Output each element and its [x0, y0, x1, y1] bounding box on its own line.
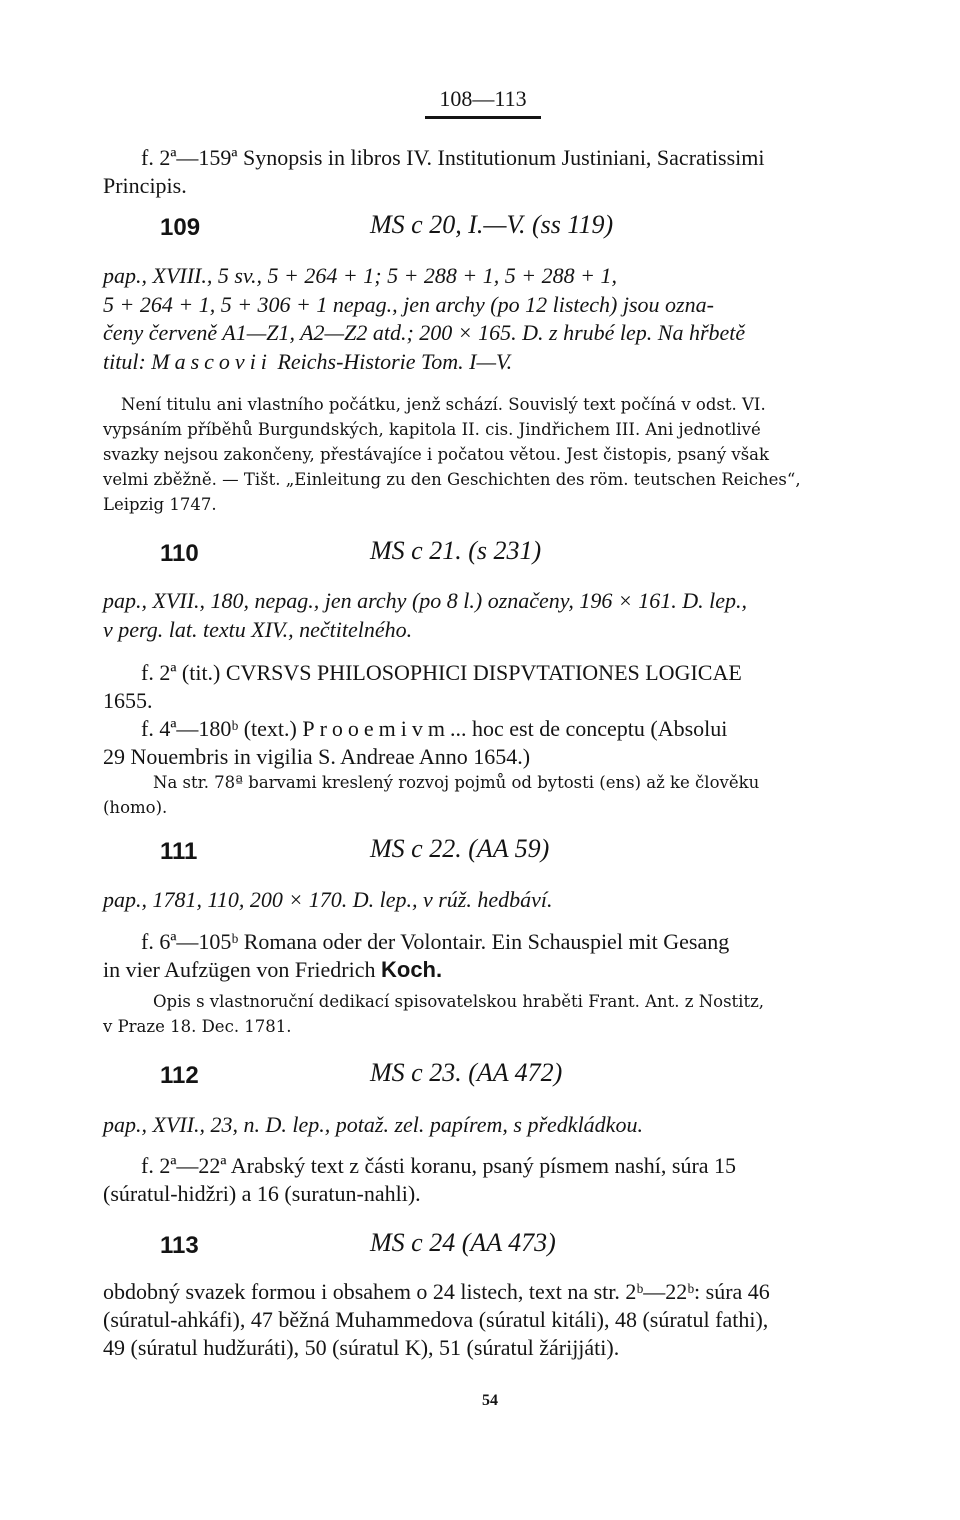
description-line: 5 + 264 + 1, 5 + 306 + 1 nepag., jen archy (po 12 listech) jsou ozna-	[103, 291, 714, 317]
shelfmark: MS c 24 (AA 473)	[370, 1228, 556, 1257]
entry-109-description	[103, 262, 868, 376]
text-run: f. 4ª—180ᵇ (text.)	[141, 716, 303, 741]
note-line: Opis s vlastnoruční dedikací spisovatelskou hraběti Frant. Ant. z Nostitz,	[153, 992, 765, 1011]
description-line	[103, 348, 868, 377]
description-line: v perg. lat. textu XIV., nečtitelného.	[103, 616, 413, 642]
note-line: Leipzig 1747.	[103, 495, 217, 514]
text-run: Reichs-Historie Tom. I—V.	[271, 348, 513, 374]
content-line: 29 Nouembris in vigilia S. Andreae Anno 1654.)	[103, 744, 531, 769]
content-line: (súratul-ahkáfi), 47 běžná Muhammedova (súratul kitáli), 48 (súratul fathi),	[103, 1307, 769, 1332]
description-line: pap., XVII., 23, n. D. lep., potaž. zel. papírem, s předkládkou.	[103, 1112, 643, 1137]
entry-111-content	[103, 928, 868, 984]
shelfmark: MS c 22. (AA 59)	[370, 834, 550, 863]
note-line: v Praze 18. Dec. 1781.	[103, 1017, 292, 1036]
entry-number: 111	[160, 838, 198, 865]
note-line: Není titulu ani vlastního počátku, jenž schází. Souvislý text počíná v odst. VI.	[121, 395, 766, 414]
entry-108-line: f. 2ª—159ª Synopsis in libros IV. Institutionum Justiniani, Sacratissimi	[141, 145, 765, 170]
content-line	[103, 715, 868, 743]
page-number: 54	[482, 1392, 498, 1409]
entry-number: 109	[160, 214, 201, 241]
text-run: titul:	[103, 348, 152, 374]
content-line: 1655.	[103, 688, 153, 713]
text-run: ... hoc est de conceptu (Absolui	[450, 716, 728, 741]
note-line: Na str. 78ª barvami kreslený rozvoj pojmů od bytosti (ens) až ke člověku	[153, 773, 760, 792]
entry-number: 113	[160, 1232, 199, 1259]
entry-110-note	[103, 770, 868, 820]
author-surname: Koch.	[381, 957, 443, 982]
description-line: pap., 1781, 110, 200 × 170. D. lep., v rúž. hedbáví.	[103, 887, 553, 912]
content-line: 49 (súratul hudžuráti), 50 (súratul K), 51 (súratul žárijjáti).	[103, 1335, 620, 1360]
entry-number: 112	[160, 1062, 199, 1089]
note-line: svazky nejsou zakončeny, přestávajíce i počatou větou. Jest čistopis, psaný však	[103, 445, 770, 464]
description-line: čeny červeně A1—Z1, A2—Z2 atd.; 200 × 165. D. z hrubé lep. Na hřbetě	[103, 320, 746, 345]
text-run: in vier Aufzügen von Friedrich	[103, 957, 381, 982]
content-line: f. 2ª—22ª Arabský text z části koranu, psaný písmem nashí, súra 15	[141, 1153, 737, 1178]
entry-111-note	[103, 989, 868, 1039]
entry-112-description	[103, 1111, 868, 1140]
entry-108-content	[103, 144, 868, 200]
content-line: obdobný svazek formou i obsahem o 24 listech, text na str. 2ᵇ—22ᵇ: súra 46	[103, 1279, 770, 1304]
content-line	[103, 956, 868, 984]
entry-113-content	[103, 1278, 868, 1362]
shelfmark: MS c 23. (AA 472)	[370, 1058, 563, 1087]
spaced-author-name: Mascovii	[151, 348, 272, 374]
entry-108-line: Principis.	[103, 173, 187, 198]
entry-112-content	[103, 1152, 868, 1208]
entry-110-content	[103, 659, 868, 771]
note-line: vypsáním příběhů Burgundských, kapitola II. cis. Jindřichem III. Ani jednotlivé	[103, 420, 761, 439]
entry-number: 110	[160, 540, 199, 567]
note-line: velmi zběžně. — Tišt. „Einleitung zu den Geschichten des röm. teutschen Reiches“,	[103, 470, 801, 489]
running-header: 108—113	[425, 86, 541, 119]
description-line: pap., XVII., 180, nepag., jen archy (po 8 l.) označeny, 196 × 161. D. lep.,	[103, 588, 747, 613]
spaced-title: Prooemivm	[302, 716, 451, 741]
content-line: (súratul-hidžri) a 16 (suratun-nahli).	[103, 1181, 421, 1206]
entry-110-description	[103, 587, 868, 644]
content-line: f. 6ª—105ᵇ Romana oder der Volontair. Ein Schauspiel mit Gesang	[141, 929, 730, 954]
content-line: f. 2ª (tit.) CVRSVS PHILOSOPHICI DISPVTATIONES LOGICAE	[141, 660, 742, 685]
note-line: (homo).	[103, 798, 168, 817]
shelfmark: MS c 21. (s 231)	[370, 536, 542, 565]
description-line: pap., XVIII., 5 sv., 5 + 264 + 1; 5 + 288 + 1, 5 + 288 + 1,	[103, 263, 617, 288]
entry-109-note	[103, 392, 868, 517]
entry-111-description	[103, 886, 868, 915]
shelfmark: MS c 20, I.—V. (ss 119)	[370, 210, 614, 239]
